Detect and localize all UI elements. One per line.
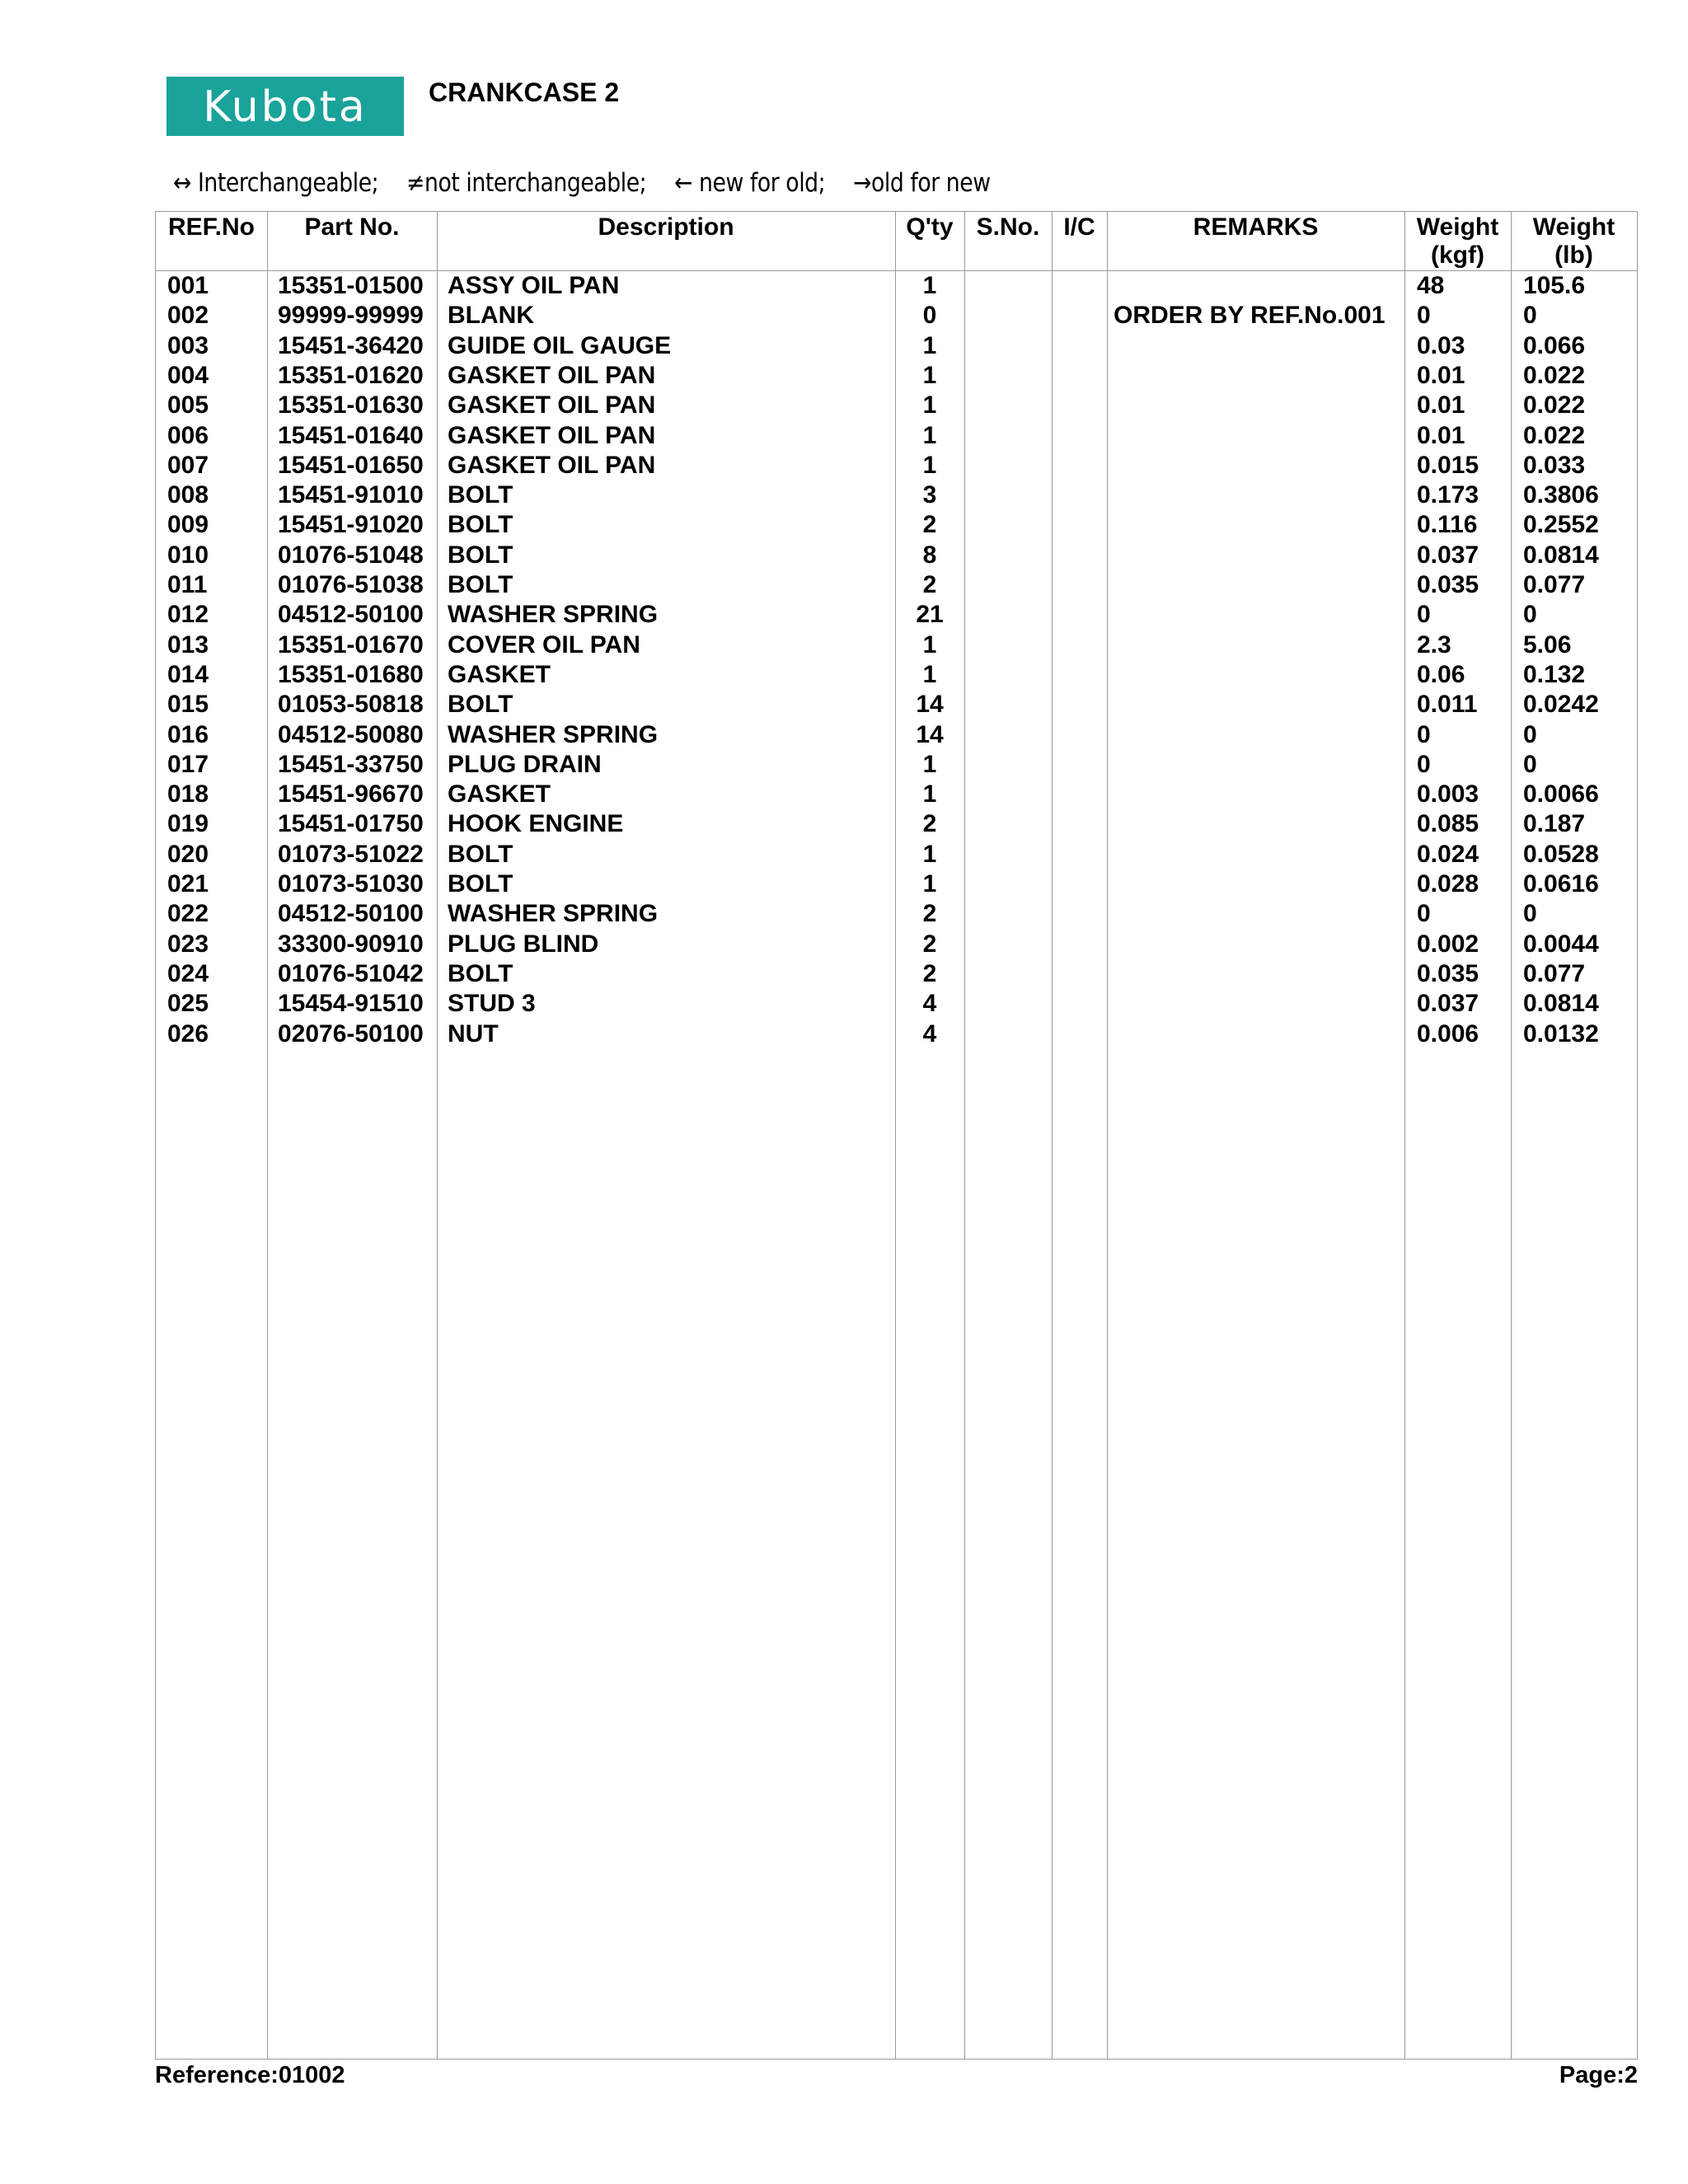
column-header-sno: S.No. xyxy=(976,213,1040,241)
cell-weight-kgf: 2.3 xyxy=(1417,630,1451,658)
cell-description: GASKET xyxy=(448,780,551,808)
cell-weight-lb: 5.06 xyxy=(1523,630,1572,658)
page-title: CRANKCASE 2 xyxy=(429,77,620,107)
cell-weight-lb: 0.0528 xyxy=(1523,840,1599,868)
table-row xyxy=(156,930,1637,959)
cell-weight-kgf: 0.028 xyxy=(1417,870,1479,898)
cell-ref: 006 xyxy=(167,421,209,449)
cell-weight-lb: 0 xyxy=(1523,720,1537,748)
cell-weight-lb: 0.022 xyxy=(1523,361,1586,389)
cell-qty: 2 xyxy=(922,810,937,838)
column-header-weight-lb xyxy=(1511,212,1637,270)
cell-weight-kgf: 0.085 xyxy=(1417,810,1479,838)
cell-weight-lb: 0 xyxy=(1523,900,1537,928)
column-header-ref: REF.No xyxy=(168,213,255,241)
cell-weight-lb: 0.0132 xyxy=(1523,1019,1599,1047)
cell-ref: 024 xyxy=(167,959,209,987)
cell-weight-kgf: 0.035 xyxy=(1417,959,1479,987)
table-row xyxy=(156,989,1637,1019)
column-header-description: Description xyxy=(598,213,734,241)
cell-description: PLUG DRAIN xyxy=(448,750,602,778)
cell-part-no: 15351-01680 xyxy=(278,660,424,688)
column-header-ic: I/C xyxy=(1063,213,1095,241)
cell-weight-lb: 0.0814 xyxy=(1523,990,1599,1018)
cell-weight-lb: 0.077 xyxy=(1523,959,1586,987)
cell-ref: 016 xyxy=(167,720,209,748)
cell-part-no: 01076-51042 xyxy=(278,959,424,987)
cell-qty: 1 xyxy=(922,660,937,688)
cell-weight-lb: 0.0044 xyxy=(1523,930,1599,958)
table-row xyxy=(156,840,1637,869)
cell-qty: 2 xyxy=(922,900,937,928)
cell-ref: 025 xyxy=(167,990,209,1018)
cell-part-no: 15451-36420 xyxy=(278,331,424,359)
cell-weight-kgf: 0.01 xyxy=(1417,361,1465,389)
cell-qty: 1 xyxy=(922,750,937,778)
cell-weight-kgf: 0 xyxy=(1417,302,1431,330)
cell-ref: 011 xyxy=(167,571,208,598)
cell-weight-kgf: 0.002 xyxy=(1417,930,1479,958)
cell-description: COVER OIL PAN xyxy=(448,630,640,658)
table-row xyxy=(156,361,1637,391)
cell-description: ASSY OIL PAN xyxy=(448,272,620,299)
cell-description: BOLT xyxy=(448,511,513,539)
cell-ref: 022 xyxy=(167,900,209,928)
table-row xyxy=(156,630,1637,660)
cell-qty: 4 xyxy=(922,990,937,1018)
cell-weight-lb: 105.6 xyxy=(1523,272,1586,299)
cell-remarks: ORDER BY REF.No.001 xyxy=(1114,302,1386,330)
cell-ref: 002 xyxy=(167,302,209,330)
cell-qty: 14 xyxy=(916,720,944,748)
weight-lb-label: Weight xyxy=(1532,213,1615,241)
cell-description: GASKET OIL PAN xyxy=(448,451,656,479)
cell-weight-lb: 0.066 xyxy=(1523,331,1586,359)
cell-weight-kgf: 48 xyxy=(1417,272,1445,299)
table-row xyxy=(156,660,1637,690)
cell-part-no: 01076-51048 xyxy=(278,541,424,569)
cell-description: PLUG BLIND xyxy=(448,930,599,958)
cell-description: GASKET OIL PAN xyxy=(448,421,656,449)
cell-description: BOLT xyxy=(448,481,513,509)
cell-weight-kgf: 0 xyxy=(1417,750,1431,778)
kubota-logo-graphic xyxy=(166,77,404,136)
cell-part-no: 15351-01670 xyxy=(278,630,424,658)
table-row xyxy=(156,600,1637,630)
table-row xyxy=(156,809,1637,839)
cell-weight-kgf: 0.037 xyxy=(1417,990,1479,1018)
cell-weight-kgf: 0 xyxy=(1417,900,1431,928)
cell-part-no: 15454-91510 xyxy=(278,990,424,1018)
cell-description: GASKET OIL PAN xyxy=(448,391,656,419)
table-row xyxy=(156,541,1637,570)
cell-weight-lb: 0.022 xyxy=(1523,421,1586,449)
cell-description: BOLT xyxy=(448,840,513,868)
cell-weight-kgf: 0.01 xyxy=(1417,421,1465,449)
cell-weight-kgf: 0.006 xyxy=(1417,1019,1479,1047)
cell-ref: 018 xyxy=(167,780,209,808)
cell-weight-kgf: 0.015 xyxy=(1417,451,1479,479)
cell-part-no: 15451-01750 xyxy=(278,810,424,838)
table-row xyxy=(156,480,1637,510)
cell-part-no: 33300-90910 xyxy=(278,930,424,958)
cell-weight-kgf: 0.037 xyxy=(1417,541,1479,569)
cell-weight-kgf: 0.024 xyxy=(1417,840,1479,868)
legend-old-for-new: →old for new xyxy=(853,168,991,198)
table-row xyxy=(156,690,1637,719)
cell-description: BOLT xyxy=(448,571,513,598)
cell-part-no: 15451-91020 xyxy=(278,511,424,539)
cell-qty: 2 xyxy=(922,930,937,958)
cell-part-no: 15451-01650 xyxy=(278,451,424,479)
table-row xyxy=(156,570,1637,600)
cell-weight-lb: 0.022 xyxy=(1523,391,1586,419)
cell-weight-kgf: 0.035 xyxy=(1417,571,1479,598)
weight-lb-unit: (lb) xyxy=(1554,241,1593,269)
table-row xyxy=(156,271,1637,301)
cell-weight-lb: 0.0616 xyxy=(1523,870,1599,898)
cell-part-no: 99999-99999 xyxy=(278,302,424,330)
column-header-weight-kgf xyxy=(1404,212,1511,270)
cell-part-no: 15451-01640 xyxy=(278,421,424,449)
legend-new-for-old: ← new for old; xyxy=(674,168,826,198)
cell-ref: 014 xyxy=(167,660,209,688)
cell-part-no: 15351-01630 xyxy=(278,391,424,419)
column-header-remarks: REMARKS xyxy=(1193,213,1319,241)
column-header-part-no: Part No. xyxy=(304,213,400,241)
cell-weight-kgf: 0 xyxy=(1417,601,1431,629)
cell-part-no: 01076-51038 xyxy=(278,571,424,598)
table-row xyxy=(156,1019,1637,1049)
cell-ref: 005 xyxy=(167,391,209,419)
cell-ref: 019 xyxy=(167,810,209,838)
cell-ref: 015 xyxy=(167,691,209,719)
cell-weight-kgf: 0.01 xyxy=(1417,391,1465,419)
cell-part-no: 04512-50080 xyxy=(278,720,424,748)
cell-ref: 001 xyxy=(167,272,209,299)
cell-weight-lb: 0 xyxy=(1523,302,1537,330)
cell-description: WASHER SPRING xyxy=(448,900,659,928)
cell-part-no: 01053-50818 xyxy=(278,691,424,719)
table-row xyxy=(156,720,1637,750)
cell-description: GASKET OIL PAN xyxy=(448,361,656,389)
cell-description: BOLT xyxy=(448,541,513,569)
cell-ref: 004 xyxy=(167,361,209,389)
cell-description: BOLT xyxy=(448,959,513,987)
cell-weight-kgf: 0 xyxy=(1417,720,1431,748)
table-row xyxy=(156,750,1637,780)
cell-weight-kgf: 0.011 xyxy=(1417,691,1478,719)
table-row xyxy=(156,391,1637,420)
cell-description: BOLT xyxy=(448,870,513,898)
cell-weight-lb: 0.187 xyxy=(1523,810,1586,838)
cell-description: GUIDE OIL GAUGE xyxy=(448,331,672,359)
cell-qty: 14 xyxy=(916,691,944,719)
cell-weight-kgf: 0.03 xyxy=(1417,331,1465,359)
table-row xyxy=(156,301,1637,330)
cell-weight-lb: 0.077 xyxy=(1523,571,1586,598)
cell-part-no: 15351-01500 xyxy=(278,272,424,299)
cell-description: HOOK ENGINE xyxy=(448,810,624,838)
cell-qty: 3 xyxy=(922,481,937,509)
cell-ref: 007 xyxy=(167,451,209,479)
cell-weight-kgf: 0.003 xyxy=(1417,780,1479,808)
cell-qty: 1 xyxy=(922,780,937,808)
cell-ref: 017 xyxy=(167,750,209,778)
cell-part-no: 04512-50100 xyxy=(278,601,424,629)
cell-qty: 1 xyxy=(922,361,937,389)
cell-qty: 1 xyxy=(922,870,937,898)
cell-ref: 012 xyxy=(167,601,209,629)
cell-qty: 2 xyxy=(922,571,937,598)
cell-ref: 013 xyxy=(167,630,209,658)
cell-ref: 008 xyxy=(167,481,209,509)
reference-number: Reference:01002 xyxy=(155,2062,345,2088)
cell-description: BOLT xyxy=(448,691,513,719)
table-row xyxy=(156,899,1637,929)
cell-weight-lb: 0 xyxy=(1523,601,1537,629)
cell-weight-lb: 0.132 xyxy=(1523,660,1586,688)
cell-ref: 023 xyxy=(167,930,209,958)
cell-weight-lb: 0.2552 xyxy=(1523,511,1599,539)
cell-ref: 010 xyxy=(167,541,209,569)
cell-qty: 1 xyxy=(922,451,937,479)
cell-weight-lb: 0.0066 xyxy=(1523,780,1599,808)
kubota-logo xyxy=(166,77,404,136)
cell-weight-lb: 0.033 xyxy=(1523,451,1586,479)
cell-qty: 8 xyxy=(922,541,937,569)
cell-part-no: 02076-50100 xyxy=(278,1019,424,1047)
cell-qty: 1 xyxy=(922,630,937,658)
table-row xyxy=(156,959,1637,989)
cell-weight-lb: 0 xyxy=(1523,750,1537,778)
logo-text: Kubota xyxy=(203,82,368,132)
cell-description: GASKET xyxy=(448,660,551,688)
legend-not-interchangeable: ≠not interchangeable; xyxy=(406,168,647,198)
cell-qty: 0 xyxy=(922,302,937,330)
cell-qty: 2 xyxy=(922,959,937,987)
cell-qty: 2 xyxy=(922,511,937,539)
cell-weight-kgf: 0.173 xyxy=(1417,481,1479,509)
page-number: Page:2 xyxy=(1559,2062,1638,2088)
table-row xyxy=(156,451,1637,480)
cell-description: STUD 3 xyxy=(448,990,536,1018)
cell-part-no: 15351-01620 xyxy=(278,361,424,389)
cell-part-no: 15451-33750 xyxy=(278,750,424,778)
cell-weight-lb: 0.0814 xyxy=(1523,541,1599,569)
parts-table xyxy=(155,211,1638,2060)
cell-qty: 1 xyxy=(922,840,937,868)
cell-ref: 021 xyxy=(167,870,209,898)
cell-part-no: 15451-91010 xyxy=(278,481,424,509)
table-row xyxy=(156,780,1637,809)
cell-description: WASHER SPRING xyxy=(448,601,659,629)
cell-qty: 1 xyxy=(922,331,937,359)
cell-ref: 020 xyxy=(167,840,209,868)
cell-qty: 1 xyxy=(922,391,937,419)
legend xyxy=(173,168,1011,198)
table-row xyxy=(156,331,1637,361)
cell-ref: 026 xyxy=(167,1019,209,1047)
cell-qty: 1 xyxy=(922,272,937,299)
cell-weight-kgf: 0.116 xyxy=(1417,511,1478,539)
table-row xyxy=(156,421,1637,451)
table-row xyxy=(156,510,1637,540)
weight-kgf-label: Weight xyxy=(1416,213,1499,241)
cell-qty: 1 xyxy=(922,421,937,449)
cell-part-no: 01073-51030 xyxy=(278,870,424,898)
cell-qty: 4 xyxy=(922,1019,937,1047)
cell-part-no: 01073-51022 xyxy=(278,840,424,868)
cell-weight-kgf: 0.06 xyxy=(1417,660,1465,688)
cell-description: NUT xyxy=(448,1019,499,1047)
column-header-qty: Q'ty xyxy=(906,213,954,241)
cell-ref: 009 xyxy=(167,511,209,539)
cell-part-no: 15451-96670 xyxy=(278,780,424,808)
cell-weight-lb: 0.3806 xyxy=(1523,481,1599,509)
table-row xyxy=(156,869,1637,899)
cell-description: BLANK xyxy=(448,302,534,330)
cell-weight-lb: 0.0242 xyxy=(1523,691,1599,719)
cell-qty: 21 xyxy=(916,601,944,629)
weight-kgf-unit: (kgf) xyxy=(1431,241,1484,269)
cell-ref: 003 xyxy=(167,331,209,359)
legend-interchangeable: ↔ Interchangeable; xyxy=(173,168,379,198)
cell-description: WASHER SPRING xyxy=(448,720,659,748)
cell-part-no: 04512-50100 xyxy=(278,900,424,928)
